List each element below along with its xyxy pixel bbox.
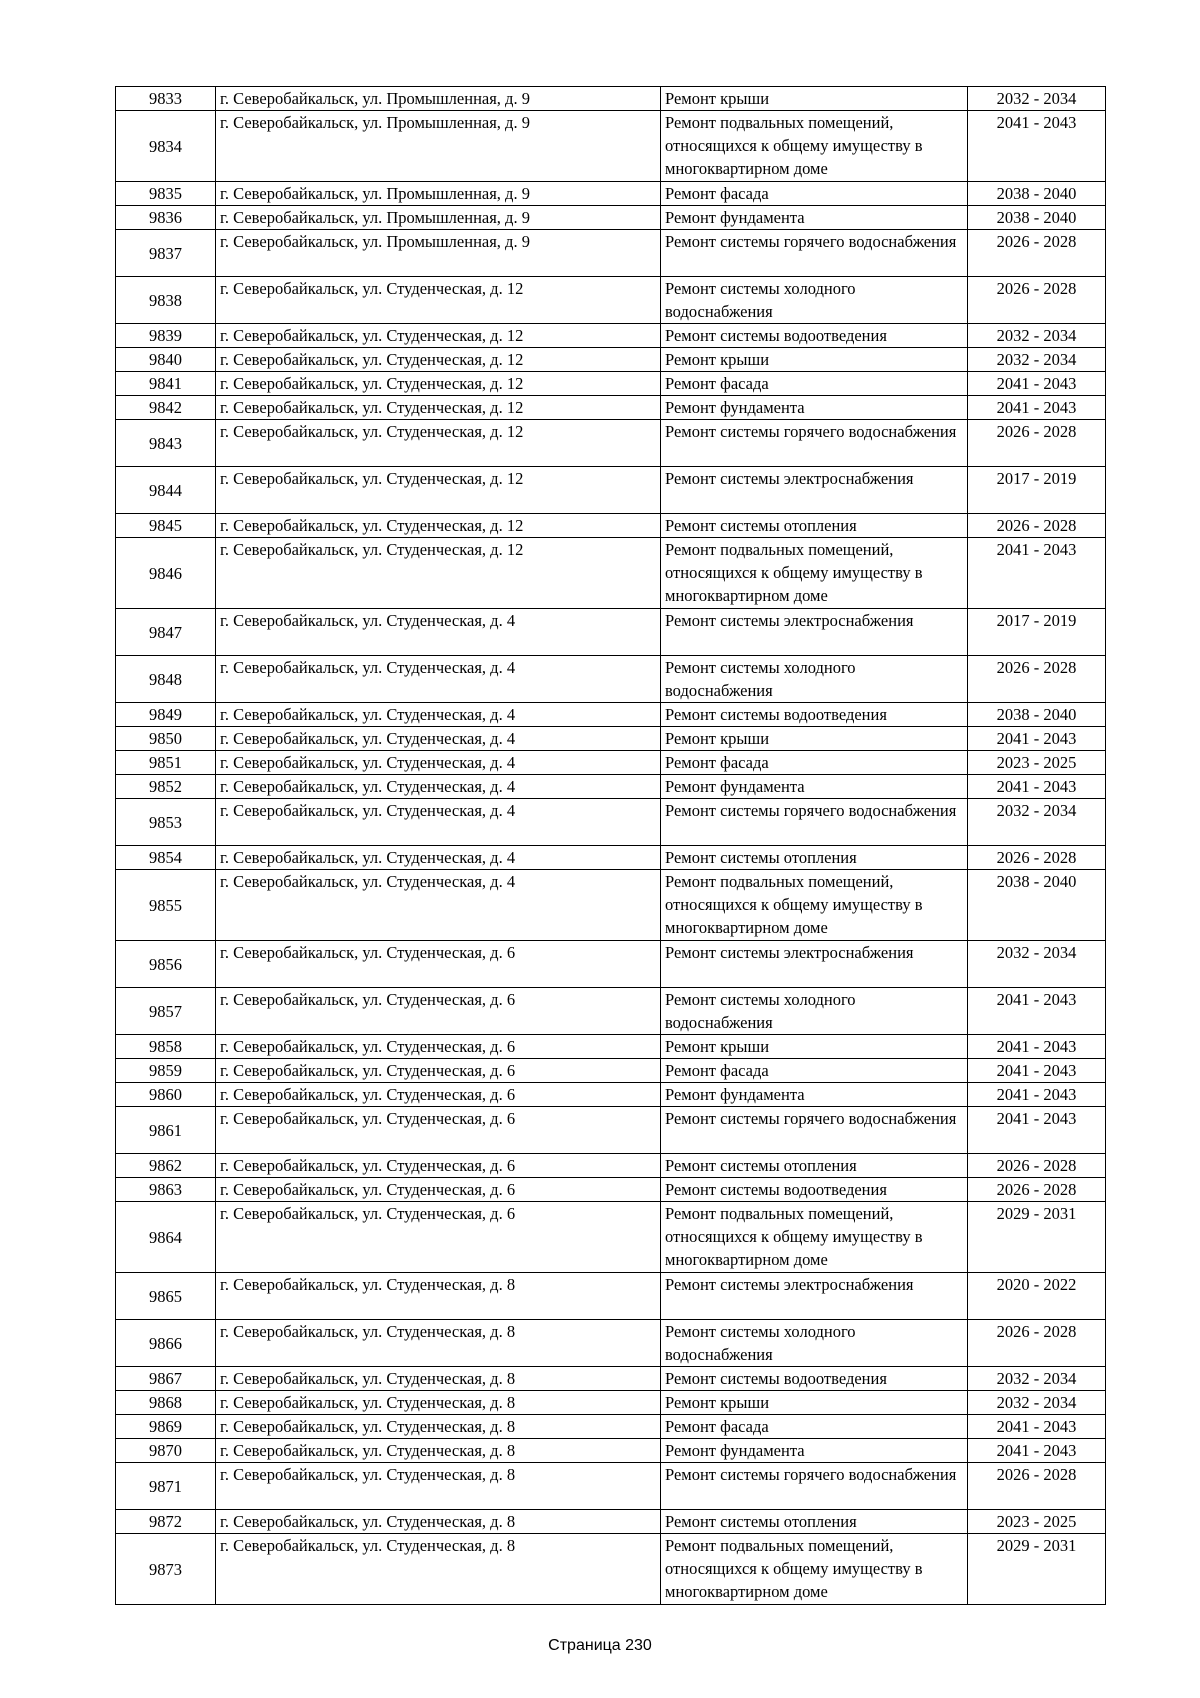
work-type-cell: Ремонт системы горячего водоснабжения <box>661 1463 968 1510</box>
row-number: 9852 <box>116 775 216 799</box>
address-cell: г. Северобайкальск, ул. Студенческая, д. 6 <box>216 988 661 1035</box>
address-cell: г. Северобайкальск, ул. Студенческая, д. 12 <box>216 372 661 396</box>
work-type-cell: Ремонт фундамента <box>661 775 968 799</box>
period-cell: 2032 - 2034 <box>968 324 1106 348</box>
table-row <box>116 609 1106 656</box>
work-type-cell: Ремонт крыши <box>661 727 968 751</box>
table-row <box>116 87 1106 111</box>
work-type-cell: Ремонт подвальных помещений, относящихся к общему имуществу в многоквартирном доме <box>661 870 968 941</box>
period-cell: 2032 - 2034 <box>968 87 1106 111</box>
period-cell: 2032 - 2034 <box>968 1391 1106 1415</box>
work-type-cell: Ремонт системы холодного водоснабжения <box>661 277 968 324</box>
work-type-cell: Ремонт системы отопления <box>661 1510 968 1534</box>
table-row <box>116 1463 1106 1510</box>
address-cell: г. Северобайкальск, ул. Студенческая, д. 12 <box>216 396 661 420</box>
table-row <box>116 324 1106 348</box>
period-cell: 2041 - 2043 <box>968 988 1106 1035</box>
row-number: 9867 <box>116 1367 216 1391</box>
row-number: 9869 <box>116 1415 216 1439</box>
row-number: 9838 <box>116 277 216 324</box>
row-number: 9835 <box>116 182 216 206</box>
address-cell: г. Северобайкальск, ул. Студенческая, д. 12 <box>216 348 661 372</box>
work-type-cell: Ремонт крыши <box>661 348 968 372</box>
table-row <box>116 372 1106 396</box>
row-number: 9833 <box>116 87 216 111</box>
period-cell: 2041 - 2043 <box>968 775 1106 799</box>
address-cell: г. Северобайкальск, ул. Студенческая, д. 4 <box>216 609 661 656</box>
work-type-cell: Ремонт системы отопления <box>661 846 968 870</box>
address-cell: г. Северобайкальск, ул. Студенческая, д. 8 <box>216 1534 661 1605</box>
table-row <box>116 870 1106 941</box>
work-type-cell: Ремонт фундамента <box>661 206 968 230</box>
work-type-cell: Ремонт системы водоотведения <box>661 1178 968 1202</box>
period-cell: 2026 - 2028 <box>968 1463 1106 1510</box>
row-number: 9840 <box>116 348 216 372</box>
table-row <box>116 703 1106 727</box>
work-type-cell: Ремонт подвальных помещений, относящихся к общему имуществу в многоквартирном доме <box>661 111 968 182</box>
row-number: 9857 <box>116 988 216 1035</box>
period-cell: 2029 - 2031 <box>968 1202 1106 1273</box>
address-cell: г. Северобайкальск, ул. Студенческая, д. 8 <box>216 1439 661 1463</box>
work-type-cell: Ремонт системы холодного водоснабжения <box>661 656 968 703</box>
row-number: 9873 <box>116 1534 216 1605</box>
work-type-cell: Ремонт системы горячего водоснабжения <box>661 1107 968 1154</box>
table-row <box>116 1510 1106 1534</box>
address-cell: г. Северобайкальск, ул. Студенческая, д. 8 <box>216 1415 661 1439</box>
table-row <box>116 277 1106 324</box>
period-cell: 2041 - 2043 <box>968 538 1106 609</box>
address-cell: г. Северобайкальск, ул. Студенческая, д. 6 <box>216 1202 661 1273</box>
work-type-cell: Ремонт крыши <box>661 1391 968 1415</box>
table-row <box>116 656 1106 703</box>
period-cell: 2041 - 2043 <box>968 1059 1106 1083</box>
page-number: Страница 230 <box>548 1637 652 1654</box>
table-row <box>116 514 1106 538</box>
work-type-cell: Ремонт системы водоотведения <box>661 703 968 727</box>
table-row <box>116 1273 1106 1320</box>
table-row <box>116 1534 1106 1605</box>
work-type-cell: Ремонт системы электроснабжения <box>661 941 968 988</box>
table-row <box>116 1059 1106 1083</box>
work-type-cell: Ремонт фасада <box>661 751 968 775</box>
address-cell: г. Северобайкальск, ул. Студенческая, д. 12 <box>216 514 661 538</box>
address-cell: г. Северобайкальск, ул. Студенческая, д. 6 <box>216 1154 661 1178</box>
period-cell: 2026 - 2028 <box>968 1178 1106 1202</box>
address-cell: г. Северобайкальск, ул. Студенческая, д. 6 <box>216 1178 661 1202</box>
table-row <box>116 1439 1106 1463</box>
address-cell: г. Северобайкальск, ул. Студенческая, д. 6 <box>216 941 661 988</box>
address-cell: г. Северобайкальск, ул. Промышленная, д. 9 <box>216 87 661 111</box>
address-cell: г. Северобайкальск, ул. Студенческая, д. 8 <box>216 1367 661 1391</box>
work-type-cell: Ремонт системы холодного водоснабжения <box>661 988 968 1035</box>
address-cell: г. Северобайкальск, ул. Студенческая, д. 12 <box>216 277 661 324</box>
work-type-cell: Ремонт подвальных помещений, относящихся к общему имуществу в многоквартирном доме <box>661 1202 968 1273</box>
work-type-cell: Ремонт системы отопления <box>661 514 968 538</box>
address-cell: г. Северобайкальск, ул. Студенческая, д. 4 <box>216 703 661 727</box>
period-cell: 2023 - 2025 <box>968 1510 1106 1534</box>
table-row <box>116 111 1106 182</box>
row-number: 9858 <box>116 1035 216 1059</box>
row-number: 9845 <box>116 514 216 538</box>
table-row <box>116 1320 1106 1367</box>
row-number: 9844 <box>116 467 216 514</box>
work-type-cell: Ремонт системы холодного водоснабжения <box>661 1320 968 1367</box>
work-type-cell: Ремонт системы отопления <box>661 1154 968 1178</box>
period-cell: 2026 - 2028 <box>968 846 1106 870</box>
table-row <box>116 1035 1106 1059</box>
period-cell: 2026 - 2028 <box>968 1320 1106 1367</box>
table-row <box>116 1367 1106 1391</box>
table-row <box>116 467 1106 514</box>
row-number: 9856 <box>116 941 216 988</box>
row-number: 9837 <box>116 230 216 277</box>
work-type-cell: Ремонт фундамента <box>661 396 968 420</box>
address-cell: г. Северобайкальск, ул. Промышленная, д. 9 <box>216 111 661 182</box>
work-type-cell: Ремонт фасада <box>661 1415 968 1439</box>
address-cell: г. Северобайкальск, ул. Студенческая, д. 12 <box>216 420 661 467</box>
table-row <box>116 538 1106 609</box>
work-type-cell: Ремонт системы водоотведения <box>661 324 968 348</box>
period-cell: 2026 - 2028 <box>968 514 1106 538</box>
row-number: 9848 <box>116 656 216 703</box>
period-cell: 2032 - 2034 <box>968 799 1106 846</box>
address-cell: г. Северобайкальск, ул. Студенческая, д. 8 <box>216 1273 661 1320</box>
work-type-cell: Ремонт подвальных помещений, относящихся к общему имуществу в многоквартирном доме <box>661 1534 968 1605</box>
work-type-cell: Ремонт системы горячего водоснабжения <box>661 230 968 277</box>
address-cell: г. Северобайкальск, ул. Студенческая, д. 8 <box>216 1320 661 1367</box>
table-row <box>116 396 1106 420</box>
period-cell: 2041 - 2043 <box>968 1035 1106 1059</box>
row-number: 9866 <box>116 1320 216 1367</box>
period-cell: 2041 - 2043 <box>968 1415 1106 1439</box>
table-row <box>116 1154 1106 1178</box>
address-cell: г. Северобайкальск, ул. Промышленная, д. 9 <box>216 230 661 277</box>
period-cell: 2026 - 2028 <box>968 277 1106 324</box>
period-cell: 2032 - 2034 <box>968 348 1106 372</box>
work-type-cell: Ремонт фасада <box>661 182 968 206</box>
period-cell: 2041 - 2043 <box>968 727 1106 751</box>
work-type-cell: Ремонт системы горячего водоснабжения <box>661 799 968 846</box>
row-number: 9854 <box>116 846 216 870</box>
table-row <box>116 1391 1106 1415</box>
period-cell: 2038 - 2040 <box>968 182 1106 206</box>
table-row <box>116 941 1106 988</box>
address-cell: г. Северобайкальск, ул. Студенческая, д. 4 <box>216 846 661 870</box>
period-cell: 2041 - 2043 <box>968 372 1106 396</box>
row-number: 9860 <box>116 1083 216 1107</box>
work-type-cell: Ремонт фасада <box>661 372 968 396</box>
table-row <box>116 846 1106 870</box>
address-cell: г. Северобайкальск, ул. Студенческая, д. 8 <box>216 1510 661 1534</box>
row-number: 9861 <box>116 1107 216 1154</box>
work-type-cell: Ремонт системы водоотведения <box>661 1367 968 1391</box>
address-cell: г. Северобайкальск, ул. Студенческая, д. 8 <box>216 1391 661 1415</box>
row-number: 9849 <box>116 703 216 727</box>
address-cell: г. Северобайкальск, ул. Студенческая, д. 12 <box>216 324 661 348</box>
work-type-cell: Ремонт фасада <box>661 1059 968 1083</box>
table-row <box>116 799 1106 846</box>
row-number: 9839 <box>116 324 216 348</box>
period-cell: 2026 - 2028 <box>968 1154 1106 1178</box>
address-cell: г. Северобайкальск, ул. Студенческая, д. 12 <box>216 538 661 609</box>
row-number: 9851 <box>116 751 216 775</box>
table-row <box>116 206 1106 230</box>
address-cell: г. Северобайкальск, ул. Студенческая, д. 4 <box>216 870 661 941</box>
period-cell: 2041 - 2043 <box>968 396 1106 420</box>
address-cell: г. Северобайкальск, ул. Промышленная, д. 9 <box>216 206 661 230</box>
period-cell: 2032 - 2034 <box>968 1367 1106 1391</box>
row-number: 9841 <box>116 372 216 396</box>
period-cell: 2032 - 2034 <box>968 941 1106 988</box>
row-number: 9862 <box>116 1154 216 1178</box>
row-number: 9871 <box>116 1463 216 1510</box>
address-cell: г. Северобайкальск, ул. Студенческая, д. 12 <box>216 467 661 514</box>
work-type-cell: Ремонт системы электроснабжения <box>661 609 968 656</box>
table-row <box>116 348 1106 372</box>
table-row <box>116 1178 1106 1202</box>
period-cell: 2029 - 2031 <box>968 1534 1106 1605</box>
period-cell: 2017 - 2019 <box>968 609 1106 656</box>
row-number: 9846 <box>116 538 216 609</box>
table-row <box>116 1107 1106 1154</box>
row-number: 9864 <box>116 1202 216 1273</box>
address-cell: г. Северобайкальск, ул. Студенческая, д. 6 <box>216 1059 661 1083</box>
table-row <box>116 775 1106 799</box>
address-cell: г. Северобайкальск, ул. Студенческая, д. 4 <box>216 656 661 703</box>
address-cell: г. Северобайкальск, ул. Промышленная, д. 9 <box>216 182 661 206</box>
work-type-cell: Ремонт системы электроснабжения <box>661 1273 968 1320</box>
work-type-cell: Ремонт фундамента <box>661 1083 968 1107</box>
row-number: 9842 <box>116 396 216 420</box>
address-cell: г. Северобайкальск, ул. Студенческая, д. 6 <box>216 1107 661 1154</box>
table-row <box>116 1415 1106 1439</box>
work-type-cell: Ремонт подвальных помещений, относящихся к общему имуществу в многоквартирном доме <box>661 538 968 609</box>
table-body <box>116 87 1106 1605</box>
row-number: 9865 <box>116 1273 216 1320</box>
table-row <box>116 1202 1106 1273</box>
row-number: 9859 <box>116 1059 216 1083</box>
address-cell: г. Северобайкальск, ул. Студенческая, д. 4 <box>216 727 661 751</box>
table-row <box>116 751 1106 775</box>
period-cell: 2038 - 2040 <box>968 870 1106 941</box>
address-cell: г. Северобайкальск, ул. Студенческая, д. 4 <box>216 751 661 775</box>
row-number: 9855 <box>116 870 216 941</box>
address-cell: г. Северобайкальск, ул. Студенческая, д. 4 <box>216 799 661 846</box>
period-cell: 2017 - 2019 <box>968 467 1106 514</box>
repair-schedule-table <box>115 86 1106 1605</box>
row-number: 9834 <box>116 111 216 182</box>
period-cell: 2038 - 2040 <box>968 703 1106 727</box>
address-cell: г. Северобайкальск, ул. Студенческая, д. 6 <box>216 1083 661 1107</box>
table-row <box>116 230 1106 277</box>
period-cell: 2026 - 2028 <box>968 230 1106 277</box>
table-row <box>116 182 1106 206</box>
period-cell: 2041 - 2043 <box>968 1083 1106 1107</box>
period-cell: 2023 - 2025 <box>968 751 1106 775</box>
work-type-cell: Ремонт крыши <box>661 1035 968 1059</box>
work-type-cell: Ремонт крыши <box>661 87 968 111</box>
row-number: 9836 <box>116 206 216 230</box>
period-cell: 2041 - 2043 <box>968 1439 1106 1463</box>
address-cell: г. Северобайкальск, ул. Студенческая, д. 4 <box>216 775 661 799</box>
row-number: 9850 <box>116 727 216 751</box>
table-row <box>116 727 1106 751</box>
address-cell: г. Северобайкальск, ул. Студенческая, д. 8 <box>216 1463 661 1510</box>
period-cell: 2020 - 2022 <box>968 1273 1106 1320</box>
row-number: 9853 <box>116 799 216 846</box>
period-cell: 2041 - 2043 <box>968 1107 1106 1154</box>
period-cell: 2038 - 2040 <box>968 206 1106 230</box>
row-number: 9843 <box>116 420 216 467</box>
work-type-cell: Ремонт системы электроснабжения <box>661 467 968 514</box>
row-number: 9872 <box>116 1510 216 1534</box>
period-cell: 2026 - 2028 <box>968 656 1106 703</box>
table-row <box>116 988 1106 1035</box>
row-number: 9863 <box>116 1178 216 1202</box>
address-cell: г. Северобайкальск, ул. Студенческая, д. 6 <box>216 1035 661 1059</box>
row-number: 9868 <box>116 1391 216 1415</box>
row-number: 9847 <box>116 609 216 656</box>
work-type-cell: Ремонт фундамента <box>661 1439 968 1463</box>
work-type-cell: Ремонт системы горячего водоснабжения <box>661 420 968 467</box>
table-row <box>116 1083 1106 1107</box>
table-row <box>116 420 1106 467</box>
period-cell: 2041 - 2043 <box>968 111 1106 182</box>
row-number: 9870 <box>116 1439 216 1463</box>
period-cell: 2026 - 2028 <box>968 420 1106 467</box>
